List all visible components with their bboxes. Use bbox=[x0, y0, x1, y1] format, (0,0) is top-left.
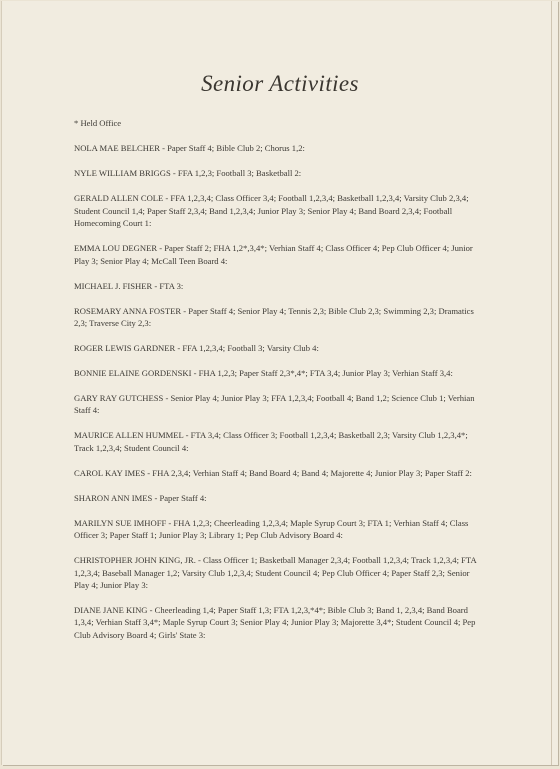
held-office-note: * Held Office bbox=[74, 118, 122, 128]
senior-entry: SHARON ANN IMES - Paper Staff 4: bbox=[74, 492, 207, 503]
senior-entry: ROSEMARY ANNA FOSTER - Paper Staff 4; Senior Play 4; Tennis 2,3; Bible Club 2,3; Swimming 2,3; Dramatics 2,3; Traverse City 2,3: bbox=[74, 305, 474, 329]
senior-entry: GARY RAY GUTCHESS - Senior Play 4; Junior Play 3; FFA 1,2,3,4; Football 4; Band 1,2; Science Club 1; Verhian Staff 4: bbox=[74, 393, 475, 416]
page-title: Senior Activities bbox=[201, 71, 359, 96]
senior-entry: CAROL KAY IMES - FHA 2,3,4; Verhian Staff 4; Band Board 4; Band 4; Majorette 4; Junior Play 3; Paper Staff 2: bbox=[74, 467, 472, 478]
senior-entry: BONNIE ELAINE GORDENSKI - FHA 1,2,3; Paper Staff 2,3*,4*; FTA 3,4; Junior Play 3; Verhian Staff 3,4: bbox=[74, 368, 453, 379]
senior-entry: MAURICE ALLEN HUMMEL - FTA 3,4; Class Officer 3; Football 1,2,3,4; Basketball 2,3; Varsity Club 1,2,3,4*; Track 1,2,3,4; Student Council 4: bbox=[74, 430, 468, 453]
senior-entry: EMMA LOU DEGNER - Paper Staff 2; FHA 1,2*,3,4*; Verhian Staff 4; Class Officer 4; Pep Club Officer 4; Junior Play 3; Senior Play 4; McCall Teen Board 4: bbox=[74, 243, 473, 266]
senior-entry: MARILYN SUE IMHOFF - FHA 1,2,3; Cheerleading 1,2,3,4; Maple Syrup Court 3; FTA 1; Verhian Staff 4; Class Officer 3; Paper Staff 1; Junior Play 3; Library 1; Pep Club Advisory Board 4: bbox=[74, 517, 469, 541]
senior-entry: NOLA MAE BELCHER - Paper Staff 4; Bible Club 2; Chorus 1,2: bbox=[74, 143, 305, 154]
senior-entry: DIANE JANE KING - Cheerleading 1,4; Paper Staff 1,3; FTA 1,2,3,*4*; Bible Club 3; Band 1, 2,3,4; Band Board 1,3,4; Verhian Staff 3,4*; Maple Syrup Court 3; Senior Play 4; Junior Play 3; Majorette 3,4*; Student Council 4; Pep Club Advisory Board 4; Girls' State 3: bbox=[74, 605, 476, 640]
page-edge-line bbox=[551, 1, 552, 765]
senior-entry: ROGER LEWIS GARDNER - FFA 1,2,3,4; Football 3; Varsity Club 4: bbox=[74, 343, 319, 354]
senior-entry: CHRISTOPHER JOHN KING, JR. - Class Officer 1; Basketball Manager 2,3,4; Football 1,2,3,4; Track 1,2,3,4; FTA 1,2,3,4; Baseball Manager 1,2; Varsity Club 1,2,3,4; Student Council 4; Pep Club Officer 4; Paper Staff 2,3; Senior Play 4; Junior Play 3: bbox=[74, 555, 477, 591]
activities-list bbox=[74, 117, 486, 654]
senior-entry: MICHAEL J. FISHER - FTA 3: bbox=[74, 280, 184, 291]
senior-entry: NYLE WILLIAM BRIGGS - FFA 1,2,3; Football 3; Basketball 2: bbox=[74, 168, 302, 179]
senior-entry: GERALD ALLEN COLE - FFA 1,2,3,4; Class Officer 3,4; Football 1,2,3,4; Basketball 1,2,3,4; Varsity Club 2,3,4; Student Council 1,4; Paper Staff 2,3,4; Band 1,2,3,4; Junior Play 3; Senior Play 4; Band Board 2,3,4; Football Homecoming Court 1: bbox=[74, 193, 469, 229]
yearbook-page bbox=[2, 1, 558, 765]
